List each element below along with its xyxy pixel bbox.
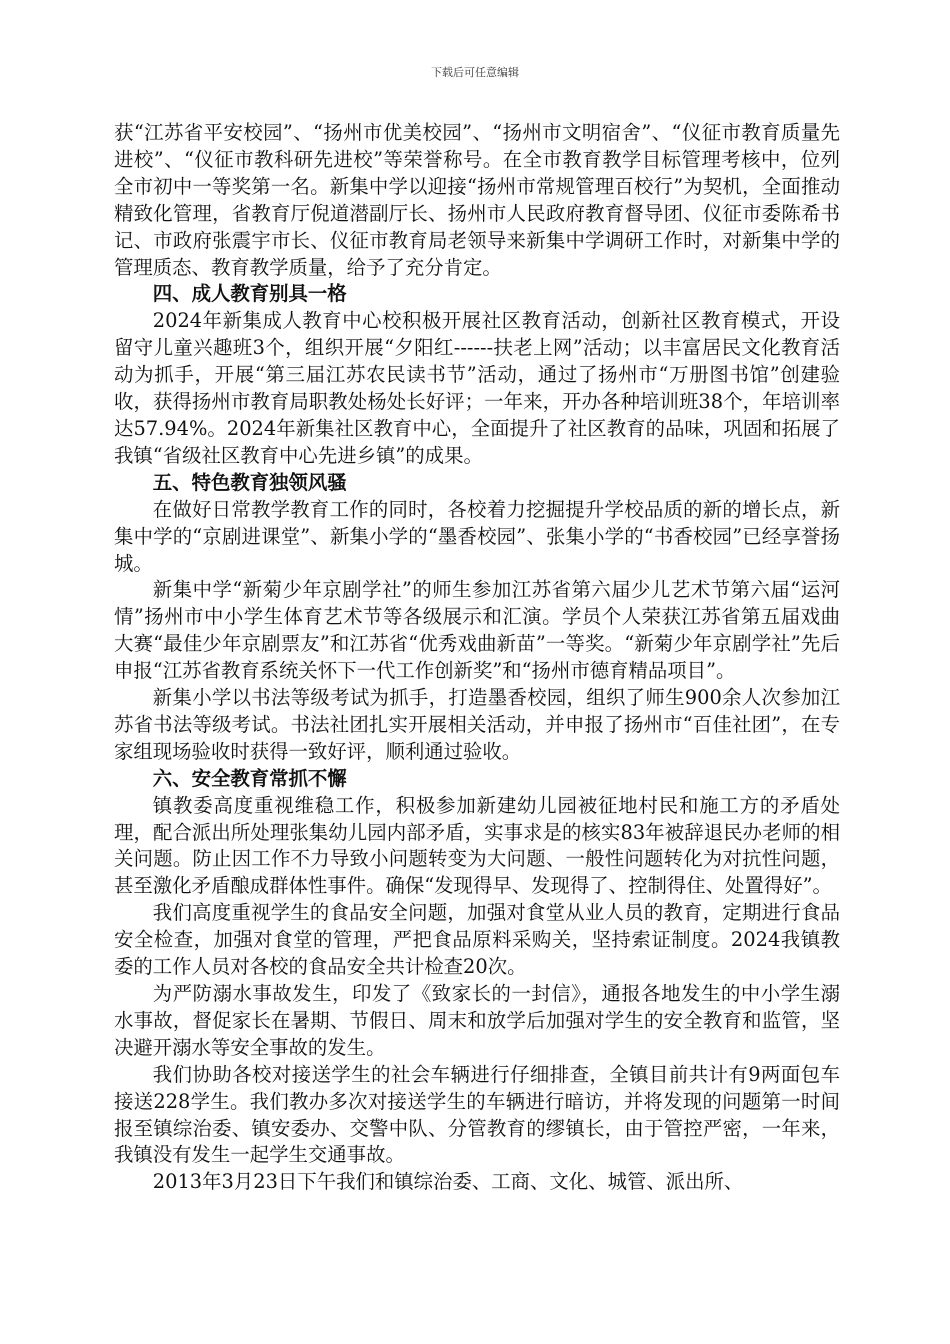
paragraph: 获“江苏省平安校园”、“扬州市优美校园”、“扬州市文明宿舍”、“仪征市教育质量先进校”、“仪征市教科研先进校”等荣誉称号。在全市教育教学目标管理考核中，位列全市初中一等奖第一名。新集中学以迎接“扬州市常规管理百校行”为契机，全面推动精致化管理，省教育厅倪道潜副厅长、扬州市人民政府教育督导团、仪征市委陈希书记、市政府张震宇市长、仪征市教育局老领导来新集中学调研工作时，对新集中学的管理质态、教育教学质量，给予了充分肯定。 (114, 121, 840, 279)
paragraph: 新集小学以书法等级考试为抓手，打造墨香校园，组织了师生900余人次参加江苏省书法等级考试。书法社团扎实开展相关活动，并申报了扬州市“百佳社团”，在专家组现场验收时获得一致好评，顺利通过验收。 (114, 686, 840, 763)
paragraph: 我们高度重视学生的食品安全问题，加强对食堂从业人员的教育，定期进行食品安全检查，加强对食堂的管理，严把食品原料采购关，坚持索证制度。2024我镇教委的工作人员对各校的食品安全共计检查20次。 (114, 901, 840, 979)
paragraph: 在做好日常教学教育工作的同时，各校着力挖掘提升学校品质的新的增长点，新集中学的“京剧进课堂”、新集小学的“墨香校园”、张集小学的“书香校园”已经享誉扬城。 (114, 497, 840, 575)
paragraph: 为严防溺水事故发生，印发了《致家长的一封信》，通报各地发生的中小学生溺水事故，督促家长在暑期、节假日、周末和放学后加强对学生的安全教育和监管，坚决避开溺水等安全事故的发生。 (114, 982, 840, 1059)
paragraph: 2013年3月23日下午我们和镇综治委、工商、文化、城管、派出所、 (152, 1170, 744, 1194)
paragraph: 我们协助各校对接送学生的社会车辆进行仔细排查，全镇目前共计有9两面包车接送228学生。我们教办多次对接送学生的车辆进行暗访，并将发现的问题第一时间报至镇综治委、镇安委办、交警中队、分管教育的缪镇长，由于管控严密，一年来，我镇没有发生一起学生交通事故。 (114, 1062, 840, 1167)
section-heading: 六、安全教育常抓不懈 (152, 766, 347, 790)
paragraph: 镇教委高度重视维稳工作，积极参加新建幼儿园被征地村民和施工方的矛盾处理，配合派出所处理张集幼儿园内部矛盾，实事求是的核实83年被辞退民办老师的相关问题。防止因工作不力导致小问题转变为大问题、一般性问题转化为对抗性问题，甚至激化矛盾酿成群体性事件。确保“发现得早、发现得了、控制得住、处置得好”。 (114, 793, 840, 898)
page-header: 下载后可任意编辑 (431, 66, 519, 79)
section-heading: 四、成人教育别具一格 (152, 282, 347, 306)
paragraph: 新集中学“新菊少年京剧学社”的师生参加江苏省第六届少儿艺术节第六届“运河情”扬州市中小学生体育艺术节等各级展示和汇演。学员个人荣获江苏省第五届戏曲大赛“最佳少年京剧票友”和江苏省“优秀戏曲新苗”一等奖。“新菊少年京剧学社”先后申报“江苏省教育系统关怀下一代工作创新奖”和“扬州市德育精品项目”。 (114, 578, 840, 683)
paragraph: 2024年新集成人教育中心校积极开展社区教育活动，创新社区教育模式，开设留守儿童兴趣班3个，组织开展“夕阳红------扶老上网”活动；以丰富居民文化教育活动为抓手，开展“第三届江苏农民读书节”活动，通过了扬州市“万册图书馆”创建验收，获得扬州市教育局职教处杨处长好评；一年来，开办各种培训班38个，年培训率达57.94%。2024年新集社区教育中心，全面提升了社区教育的品味，巩固和拓展了我镇“省级社区教育中心先进乡镇”的成果。 (114, 309, 840, 467)
document-body (114, 120, 840, 1196)
section-heading: 五、特色教育独领风骚 (152, 470, 347, 494)
